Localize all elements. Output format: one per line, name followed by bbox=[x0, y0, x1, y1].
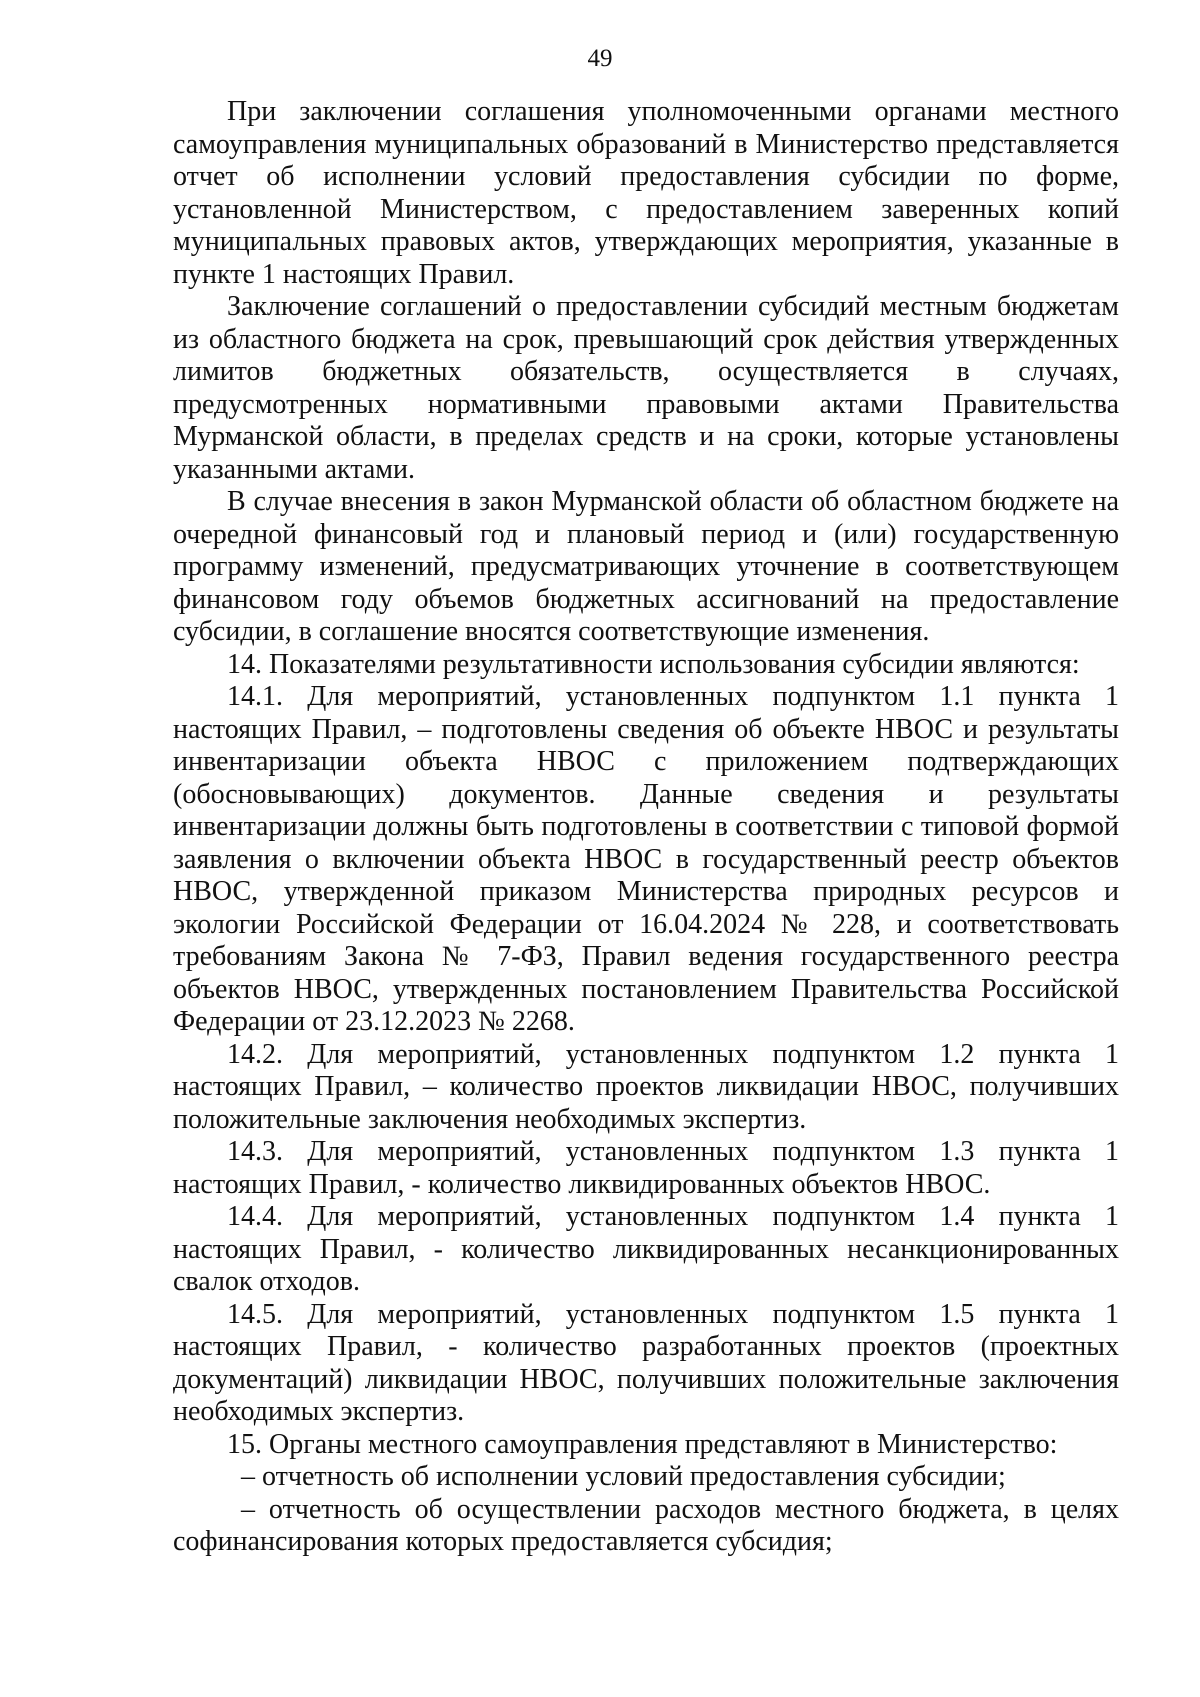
paragraph-item-14: 14. Показателями результативности использования субсидии являются: bbox=[227, 648, 1080, 680]
paragraph-agreement-report: При заключении соглашения уполномоченными органами местного самоуправления муниципальных образований в Министерство представляется отчет об исполнении условий предоставления субсидии по форме, установленной Министерством, с предоставлением заверенных копий муниципальных правовых актов, утверждающих мероприятия, указанные в пункте 1 настоящих Правил. bbox=[173, 96, 1119, 290]
paragraph-budget-changes: В случае внесения в закон Мурманской области об областном бюджете на очередной финансовый год и плановый период и (или) государственную программу изменений, предусматривающих уточнение в соответствующем финансовом году объемов бюджетных ассигнований на предоставление субсидии, в соглашение вносятся соответствующие изменения. bbox=[173, 486, 1119, 647]
paragraph-item-14-5: 14.5. Для мероприятий, установленных подпунктом 1.5 пункта 1 настоящих Правил, - количество разработанных проектов (проектных документаций) ликвидации НВОС, получивших положительные заключения необходимых экспертиз. bbox=[173, 1298, 1119, 1427]
paragraph-item-14-3: 14.3. Для мероприятий, установленных подпунктом 1.3 пункта 1 настоящих Правил, - количество ликвидированных объектов НВОС. bbox=[173, 1136, 1119, 1200]
paragraph-item-14-2: 14.2. Для мероприятий, установленных подпунктом 1.2 пункта 1 настоящих Правил, – количество проектов ликвидации НВОС, получивших положительные заключения необходимых экспертиз. bbox=[173, 1038, 1119, 1135]
document-body bbox=[173, 96, 1119, 1559]
paragraph-item-14-4: 14.4. Для мероприятий, установленных подпунктом 1.4 пункта 1 настоящих Правил, - количество ликвидированных несанкционированных свалок отходов. bbox=[173, 1201, 1119, 1297]
list-item-reporting-conditions: – отчетность об исполнении условий предоставления субсидии; bbox=[241, 1461, 1006, 1492]
page-number: 49 bbox=[587, 45, 613, 72]
paragraph-item-15: 15. Органы местного самоуправления представляют в Министерство: bbox=[227, 1428, 1058, 1460]
list-item-reporting-expenses: – отчетность об осуществлении расходов местного бюджета, в целях софинансирования которых предоставляется субсидия; bbox=[173, 1493, 1119, 1557]
paragraph-item-14-1: 14.1. Для мероприятий, установленных подпунктом 1.1 пункта 1 настоящих Правил, – подготовлены сведения об объекте НВОС и результаты инвентаризации объекта НВОС с приложением подтверждающих (обосновывающих) документов. Данные сведения и результаты инвентаризации должны быть подготовлены в соответствии с типовой формой заявления о включении объекта НВОС в государственный реестр объектов НВОС, утвержденной приказом Министерства природных ресурсов и экологии Российской Федерации от 16.04.2024 № 228, и соответствовать требованиям Закона № 7-ФЗ, Правил ведения государственного реестра объектов НВОС, утвержденных постановлением Правительства Российской Федерации от 23.12.2023 № 2268. bbox=[173, 681, 1119, 1037]
paragraph-agreement-term: Заключение соглашений о предоставлении субсидий местным бюджетам из областного бюджета на срок, превышающий срок действия утвержденных лимитов бюджетных обязательств, осуществляется в случаях, предусмотренных нормативными правовыми актами Правительства Мурманской области, в пределах средств и на сроки, которые установлены указанными актами. bbox=[173, 291, 1119, 485]
